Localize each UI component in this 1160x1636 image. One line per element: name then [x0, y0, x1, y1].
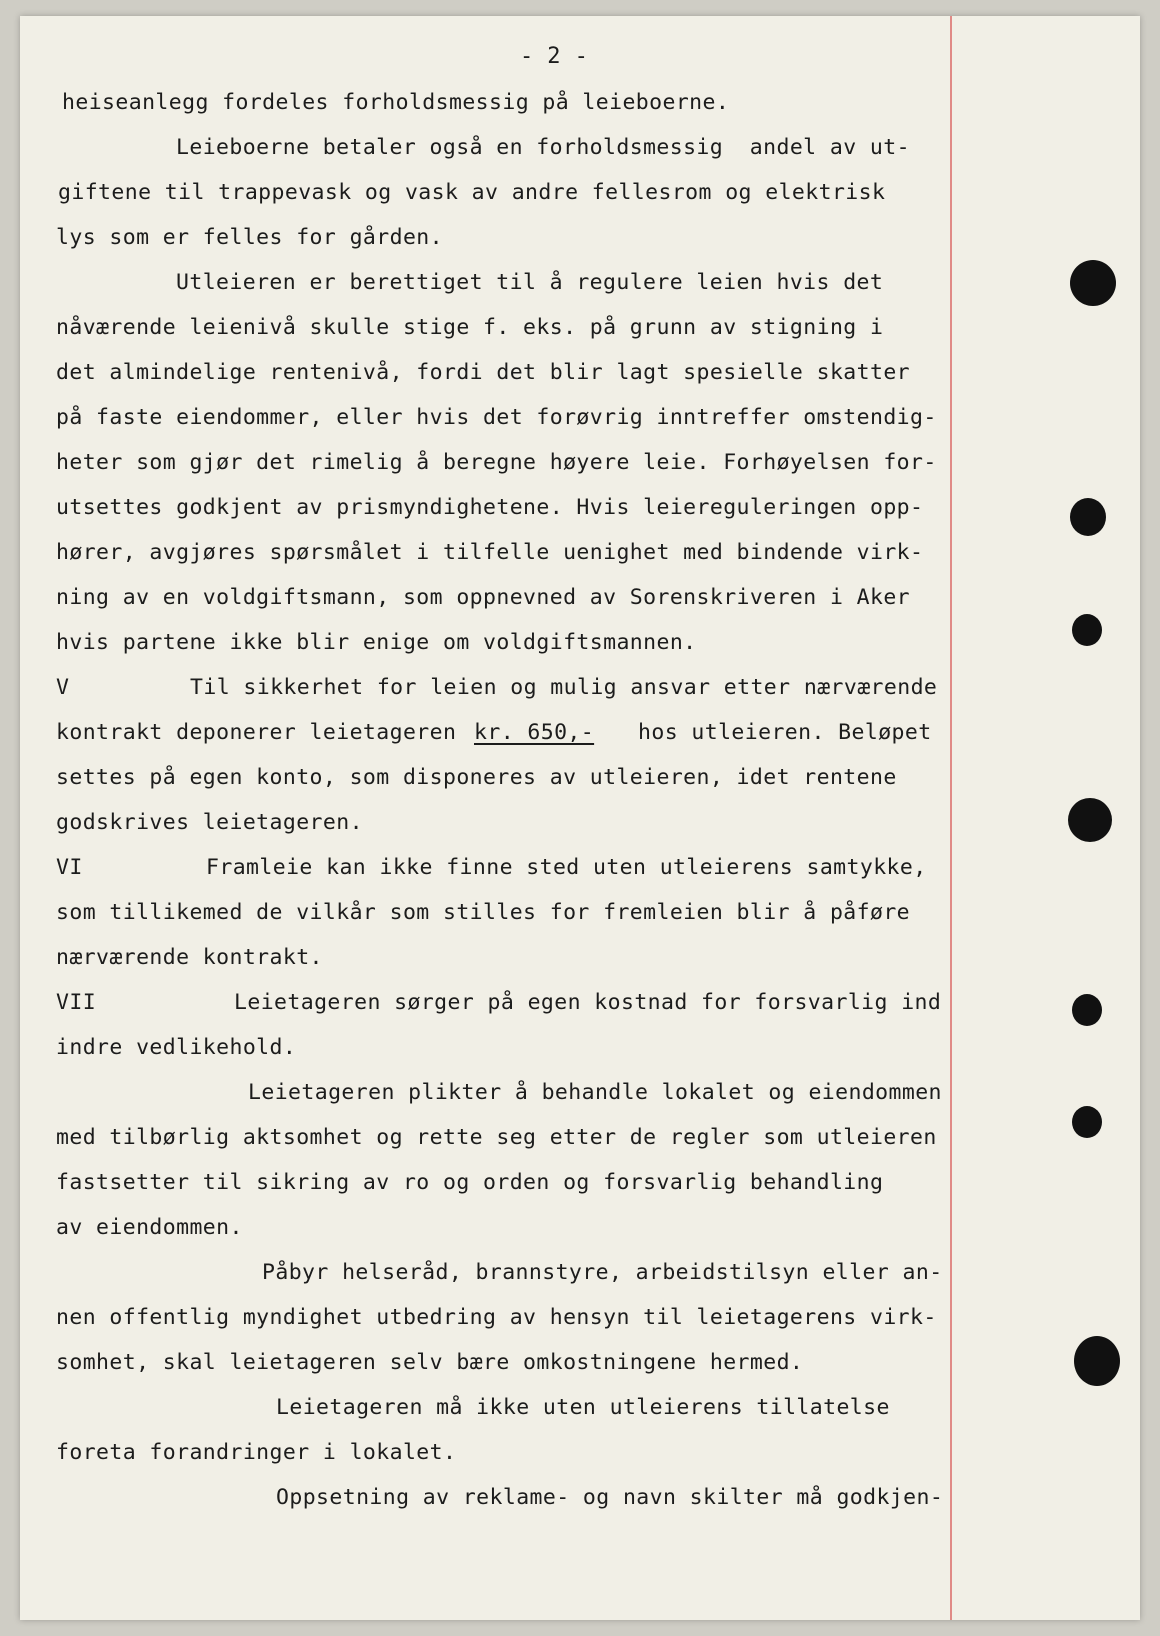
- text-line: det almindelige rentenivå, fordi det blir lagt spesielle skatter: [56, 360, 911, 385]
- page-number: - 2 -: [520, 44, 589, 69]
- text-line: med tilbørlig aktsomhet og rette seg etter de regler som utleieren: [56, 1125, 937, 1150]
- section-label-v: V: [56, 675, 70, 700]
- text-line: Leietageren sørger på egen kostnad for forsvarlig ind: [234, 990, 942, 1015]
- text-line: som tillikemed de vilkår som stilles for fremleien blir å påføre: [56, 900, 911, 925]
- text-line: foreta forandringer i lokalet.: [56, 1440, 457, 1465]
- text-line: nærværende kontrakt.: [56, 945, 323, 970]
- text-line: Utleieren er berettiget til å regulere leien hvis det: [176, 270, 884, 295]
- punch-hole: [1072, 994, 1102, 1026]
- text-line: Påbyr helseråd, brannstyre, arbeidstilsyn eller an-: [262, 1260, 943, 1285]
- section-label-vi: VI: [56, 855, 83, 880]
- punch-hole: [1070, 498, 1106, 536]
- text-line: nen offentlig myndighet utbedring av hensyn til leietagerens virk-: [56, 1305, 937, 1330]
- deposit-amount: kr. 650,-: [474, 720, 595, 745]
- text-line: settes på egen konto, som disponeres av utleieren, idet rentene: [56, 765, 897, 790]
- punch-hole: [1072, 614, 1102, 646]
- margin-rule: [950, 16, 952, 1620]
- text-line: hører, avgjøres spørsmålet i tilfelle uenighet med bindende virk-: [56, 540, 924, 565]
- text-line: heiseanlegg fordeles forholdsmessig på leieboerne.: [62, 90, 730, 115]
- text-line: på faste eiendommer, eller hvis det forøvrig inntreffer omstendig-: [56, 405, 937, 430]
- punch-hole: [1074, 1336, 1120, 1386]
- text-line: nåværende leienivå skulle stige f. eks. på grunn av stigning i: [56, 315, 884, 340]
- text-line: hvis partene ikke blir enige om voldgiftsmannen.: [56, 630, 697, 655]
- text-line: Framleie kan ikke finne sted uten utleierens samtykke,: [206, 855, 927, 880]
- punch-hole: [1070, 260, 1116, 306]
- text-line: heter som gjør det rimelig å beregne høyere leie. Forhøyelsen for-: [56, 450, 937, 475]
- text-line: Oppsetning av reklame- og navn skilter må godkjen-: [276, 1485, 944, 1510]
- text-line: kontrakt deponerer leietageren: [56, 720, 457, 745]
- text-line: av eiendommen.: [56, 1215, 243, 1240]
- section-label-vii: VII: [56, 990, 97, 1015]
- text-line: Leietageren plikter å behandle lokalet og eiendommen: [248, 1080, 942, 1105]
- text-line: indre vedlikehold.: [56, 1035, 297, 1060]
- text-line: Til sikkerhet for leien og mulig ansvar etter nærværende: [190, 675, 938, 700]
- punch-hole: [1072, 1106, 1102, 1138]
- text-line: ning av en voldgiftsmann, som oppnevned av Sorenskriveren i Aker: [56, 585, 911, 610]
- text-line: Leieboerne betaler også en forholdsmessig andel av ut-: [176, 135, 910, 160]
- text-line: godskrives leietageren.: [56, 810, 363, 835]
- punch-hole: [1068, 798, 1112, 842]
- text-line: giftene til trappevask og vask av andre fellesrom og elektrisk: [58, 180, 886, 205]
- text-line: lys som er felles for gården.: [56, 225, 443, 250]
- text-line: utsettes godkjent av prismyndighetene. Hvis leiereguleringen opp-: [56, 495, 924, 520]
- text-line: Leietageren må ikke uten utleierens tillatelse: [276, 1395, 890, 1420]
- text-line: somhet, skal leietageren selv bære omkostningene hermed.: [56, 1350, 804, 1375]
- text-line: hos utleieren. Beløpet: [638, 720, 932, 745]
- text-line: fastsetter til sikring av ro og orden og forsvarlig behandling: [56, 1170, 884, 1195]
